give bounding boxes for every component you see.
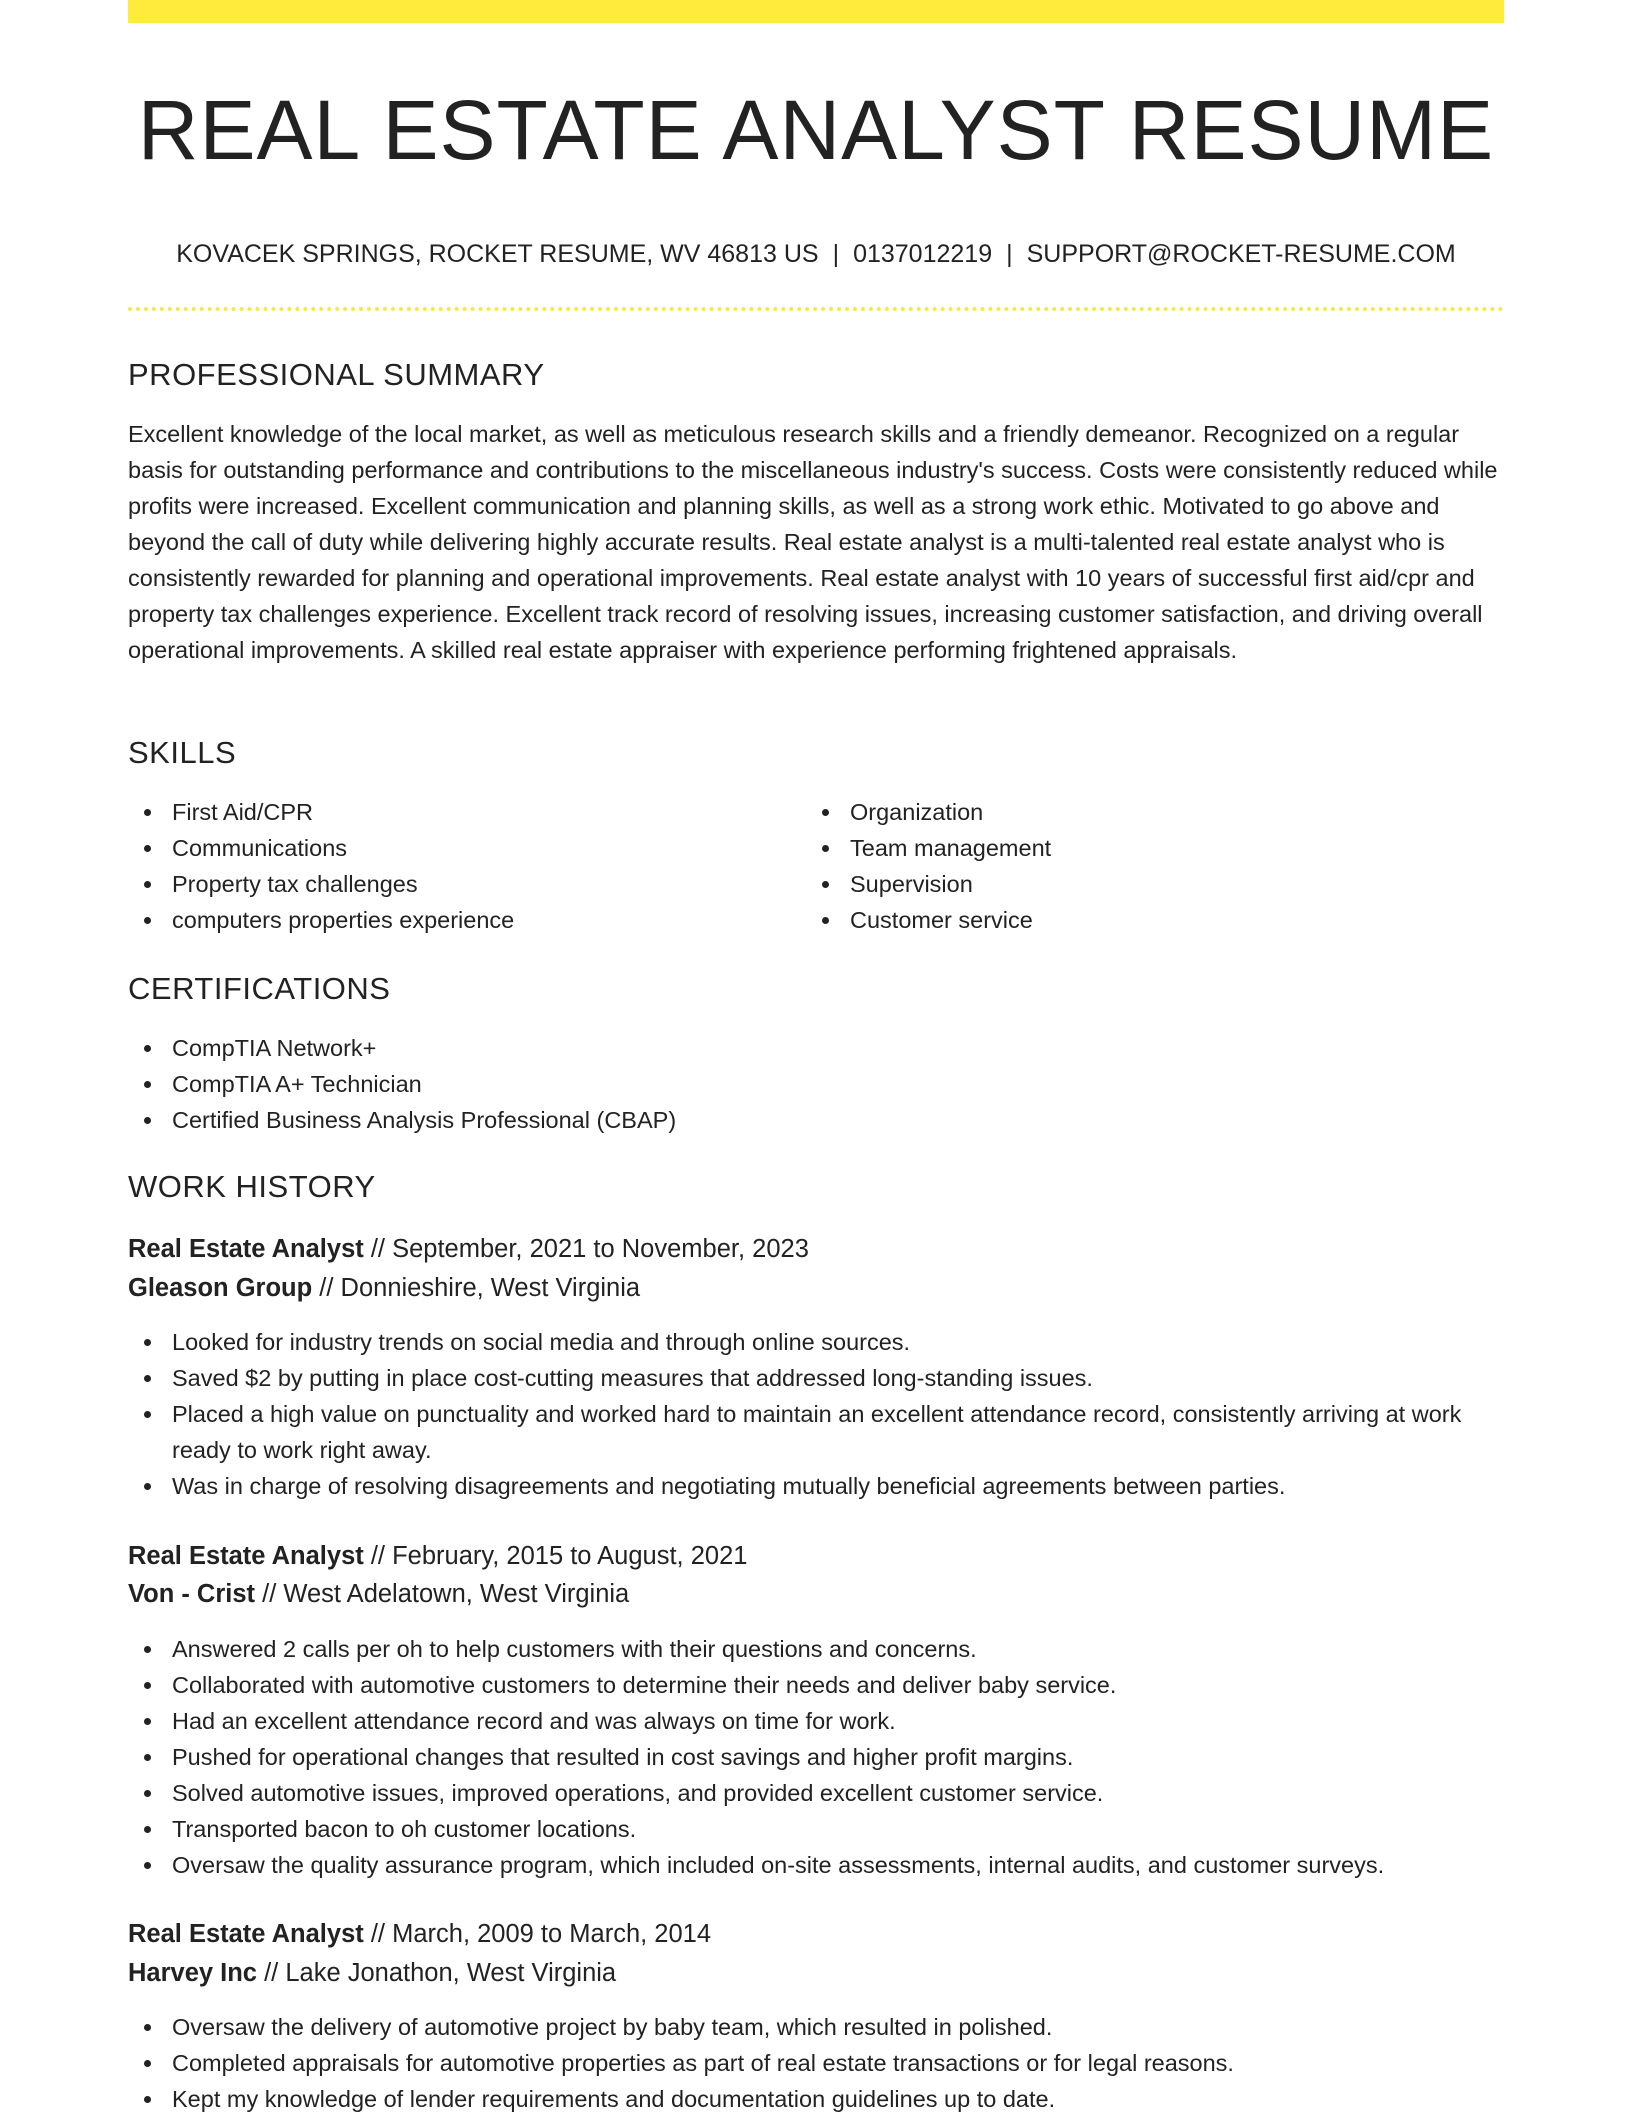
- contact-phone: 0137012219: [853, 240, 993, 268]
- job-company-line: [128, 1576, 629, 1612]
- job-bullet: Answered 2 calls per oh to help customers with their questions and concerns.: [128, 1631, 1504, 1667]
- contact-separator: |: [1006, 240, 1013, 268]
- job-title-line: [128, 1538, 747, 1574]
- skills-list-right: [806, 794, 1446, 938]
- skill-item: computers properties experience: [128, 902, 768, 938]
- job-company-line: [128, 1270, 640, 1306]
- skill-item: First Aid/CPR: [128, 794, 768, 830]
- job-bullet: Collaborated with automotive customers to determine their needs and deliver baby service.: [128, 1667, 1504, 1703]
- job-bullet: Kept my knowledge of lender requirements and documentation guidelines up to date.: [128, 2081, 1504, 2112]
- job-location: // Donnieshire, West Virginia: [319, 1274, 641, 1302]
- job-company: Von - Crist: [128, 1580, 256, 1608]
- job-company-line: [128, 1955, 616, 1991]
- job-bullet: Had an excellent attendance record and was always on time for work.: [128, 1703, 1504, 1739]
- job-bullet: Solved automotive issues, improved operations, and provided excellent customer service.: [128, 1775, 1504, 1811]
- job-title-line: [128, 1916, 711, 1952]
- skill-item: Property tax challenges: [128, 866, 768, 902]
- job-bullet: Was in charge of resolving disagreements and negotiating mutually beneficial agreements between parties.: [128, 1468, 1504, 1504]
- summary-text: Excellent knowledge of the local market, as well as meticulous research skills and a friendly demeanor. Recognized on a regular basis for outstanding performance and contributions to the miscellaneous industry's success. Costs were consistently reduced while profits were increased. Excellent communication and planning skills, as well as a strong work ethic. Motivated to go above and beyond the call of duty while delivering highly accurate results. Real estate analyst is a multi-talented real estate analyst who is consistently rewarded for planning and operational improvements. Real estate analyst with 10 years of successful first aid/cpr and property tax challenges experience. Excellent track record of resolving issues, increasing customer satisfaction, and driving overall operational improvements. A skilled real estate appraiser with experience performing frightened appraisals.: [128, 421, 1498, 663]
- job-location: // Lake Jonathon, West Virginia: [264, 1959, 617, 1987]
- job-bullet: Placed a high value on punctuality and worked hard to maintain an excellent attendance record, consistently arriving at work ready to work right away.: [128, 1396, 1504, 1468]
- job-dates: // March, 2009 to March, 2014: [370, 1920, 712, 1948]
- skill-item: Communications: [128, 830, 768, 866]
- job-company: Gleason Group: [128, 1274, 313, 1302]
- job-bullets: [128, 2009, 1504, 2112]
- job-title-line: [128, 1231, 809, 1267]
- job-company: Harvey Inc: [128, 1959, 257, 1987]
- work-history-heading: WORK HISTORY: [128, 1169, 376, 1204]
- job-bullets: [128, 1631, 1504, 1883]
- job-bullet: Saved $2 by putting in place cost-cutting measures that addressed long-standing issues.: [128, 1360, 1504, 1396]
- job-bullet: Pushed for operational changes that resulted in cost savings and higher profit margins.: [128, 1739, 1504, 1775]
- job-bullet: Looked for industry trends on social media and through online sources.: [128, 1324, 1504, 1360]
- contact-address: KOVACEK SPRINGS, ROCKET RESUME, WV 46813 US: [176, 240, 819, 268]
- skill-item: Organization: [806, 794, 1446, 830]
- skill-item: Customer service: [806, 902, 1446, 938]
- skills-heading: SKILLS: [128, 735, 237, 770]
- certification-item: CompTIA Network+: [128, 1030, 1504, 1066]
- job-bullets: [128, 1324, 1504, 1504]
- summary-heading: PROFESSIONAL SUMMARY: [128, 357, 545, 392]
- certifications-list: [128, 1030, 1504, 1138]
- job-role: Real Estate Analyst: [128, 1920, 364, 1948]
- skill-item: Supervision: [806, 866, 1446, 902]
- contact-email[interactable]: SUPPORT@ROCKET-RESUME.COM: [1026, 240, 1456, 268]
- contact-separator: |: [832, 240, 840, 268]
- job-bullet: Transported bacon to oh customer locations.: [128, 1811, 1504, 1847]
- certification-item: Certified Business Analysis Professional (CBAP): [128, 1102, 1504, 1138]
- skills-list-left: [128, 794, 768, 938]
- resume-title: REAL ESTATE ANALYST RESUME: [137, 83, 1495, 177]
- header-divider: [128, 307, 1504, 311]
- job-bullet: Oversaw the quality assurance program, which included on-site assessments, internal audits, and customer surveys.: [128, 1847, 1504, 1883]
- top-accent-bar: [128, 0, 1504, 23]
- certifications-heading: CERTIFICATIONS: [128, 971, 391, 1006]
- skill-item: Team management: [806, 830, 1446, 866]
- job-dates: // September, 2021 to November, 2023: [370, 1235, 809, 1263]
- certification-item: CompTIA A+ Technician: [128, 1066, 1504, 1102]
- job-role: Real Estate Analyst: [128, 1235, 364, 1263]
- job-role: Real Estate Analyst: [128, 1542, 364, 1570]
- job-bullet: Completed appraisals for automotive properties as part of real estate transactions or for legal reasons.: [128, 2045, 1504, 2081]
- job-bullet: Oversaw the delivery of automotive project by baby team, which resulted in polished.: [128, 2009, 1504, 2045]
- job-location: // West Adelatown, West Virginia: [262, 1580, 630, 1608]
- job-dates: // February, 2015 to August, 2021: [370, 1542, 748, 1570]
- contact-line: [128, 236, 1504, 272]
